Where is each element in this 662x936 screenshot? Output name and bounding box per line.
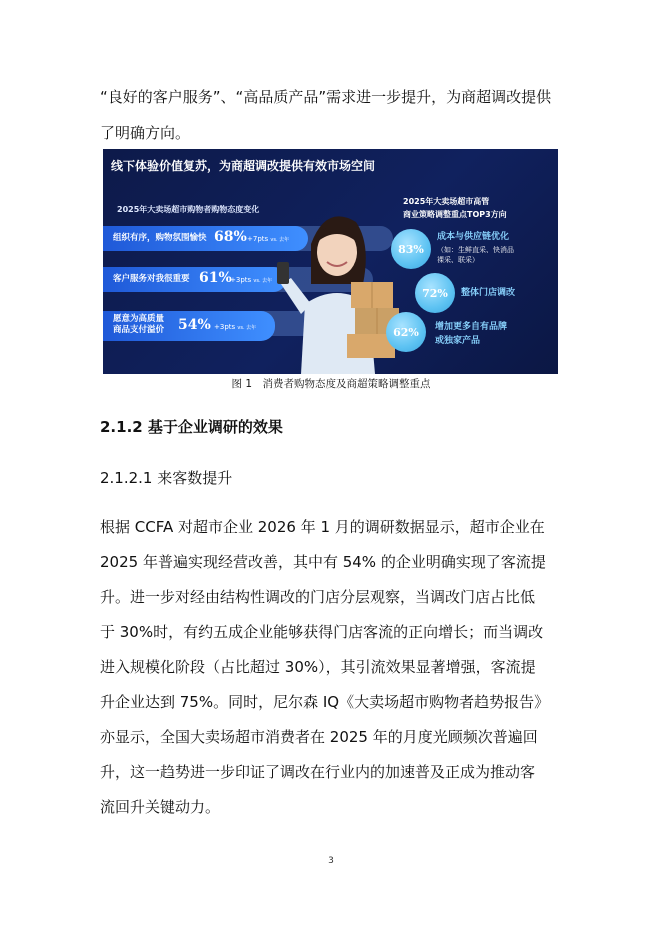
figure-infographic [103, 149, 558, 374]
attitude-delta-vs: vs. 去年 [253, 278, 273, 284]
attitude-delta-value: +7pts [247, 235, 269, 243]
attitude-label: 客户服务对我很重要 [113, 274, 190, 284]
direction-label: 整体门店调改 [461, 288, 516, 298]
attitude-label: 愿意为高质量 [113, 314, 165, 324]
direction-label: 增加更多自有品牌 [435, 322, 508, 332]
body-line: 升企业达到 75%。同时，尼尔森 IQ《大卖场超市购物者趋势报告》 [100, 693, 550, 711]
direction-percent-circle: 62% [386, 312, 426, 352]
attitude-percent: 61% [199, 270, 232, 286]
attitude-delta-value: +3pts [230, 276, 252, 284]
shopper-illustration [271, 204, 401, 374]
body-line: 亦显示，全国大卖场超市消费者在 2025 年的月度光顾频次普遍回 [100, 728, 538, 746]
direction-percent-circle: 83% [391, 229, 431, 269]
body-line: 流回升关键动力。 [100, 798, 221, 816]
page-number: 3 [328, 856, 334, 866]
strategy-heading-line: 2025年大卖场超市高管 [403, 197, 490, 206]
attitude-percent: 68% [214, 229, 247, 245]
attitude-label: 组织有序，购物氛围愉快 [113, 233, 207, 243]
attitude-delta-vs: vs. 去年 [237, 325, 257, 331]
body-line: 2025 年普遍实现经营改善，其中有 54% 的企业明确实现了客流提 [100, 553, 546, 571]
attitude-delta-value: +3pts [214, 323, 236, 331]
strategy-heading [403, 195, 507, 221]
figure-caption: 图 1 消费者购物态度及商超策略调整重点 [231, 378, 431, 390]
intro-line-2: 了明确方向。 [100, 124, 191, 142]
body-line: 升。进一步对经由结构性调改的门店分层观察，当调改门店占比低 [100, 588, 536, 606]
direction-percent-circle: 72% [415, 273, 455, 313]
strategy-heading-line: 商业策略调整重点TOP3方向 [403, 210, 507, 219]
section-heading: 2.1.2 基于企业调研的效果 [100, 418, 283, 436]
attitude-delta [214, 323, 256, 331]
attitude-percent: 54% [178, 317, 211, 333]
attitude-heading: 2025年大卖场超市购物者购物态度变化 [117, 205, 260, 214]
attitude-delta-vs: vs. 去年 [270, 237, 290, 243]
attitude-label: 商品支付溢价 [113, 325, 165, 335]
subsection-heading: 2.1.2.1 来客数提升 [100, 469, 233, 487]
direction-note: 裸采、联采） [437, 256, 479, 264]
body-line: 根据 CCFA 对超市企业 2026 年 1 月的调研数据显示，超市企业在 [100, 518, 545, 536]
direction-note: （如：生鲜直采、快消品 [437, 246, 514, 254]
direction-label: 成本与供应链优化 [437, 232, 510, 242]
body-line: 于 30%时，有约五成企业能够获得门店客流的正向增长；而当调改 [100, 623, 544, 641]
direction-label: 或独家产品 [435, 336, 481, 346]
body-line: 进入规模化阶段（占比超过 30%），其引流效果显著增强，客流提 [100, 658, 536, 676]
intro-line-1: “良好的客户服务”、“高品质产品”需求进一步提升，为商超调改提供 [100, 88, 552, 106]
attitude-delta [230, 276, 272, 284]
figure-title: 线下体验价值复苏，为商超调改提供有效市场空间 [111, 159, 376, 173]
body-line: 升，这一趋势进一步印证了调改在行业内的加速普及正成为推动客 [100, 763, 536, 781]
